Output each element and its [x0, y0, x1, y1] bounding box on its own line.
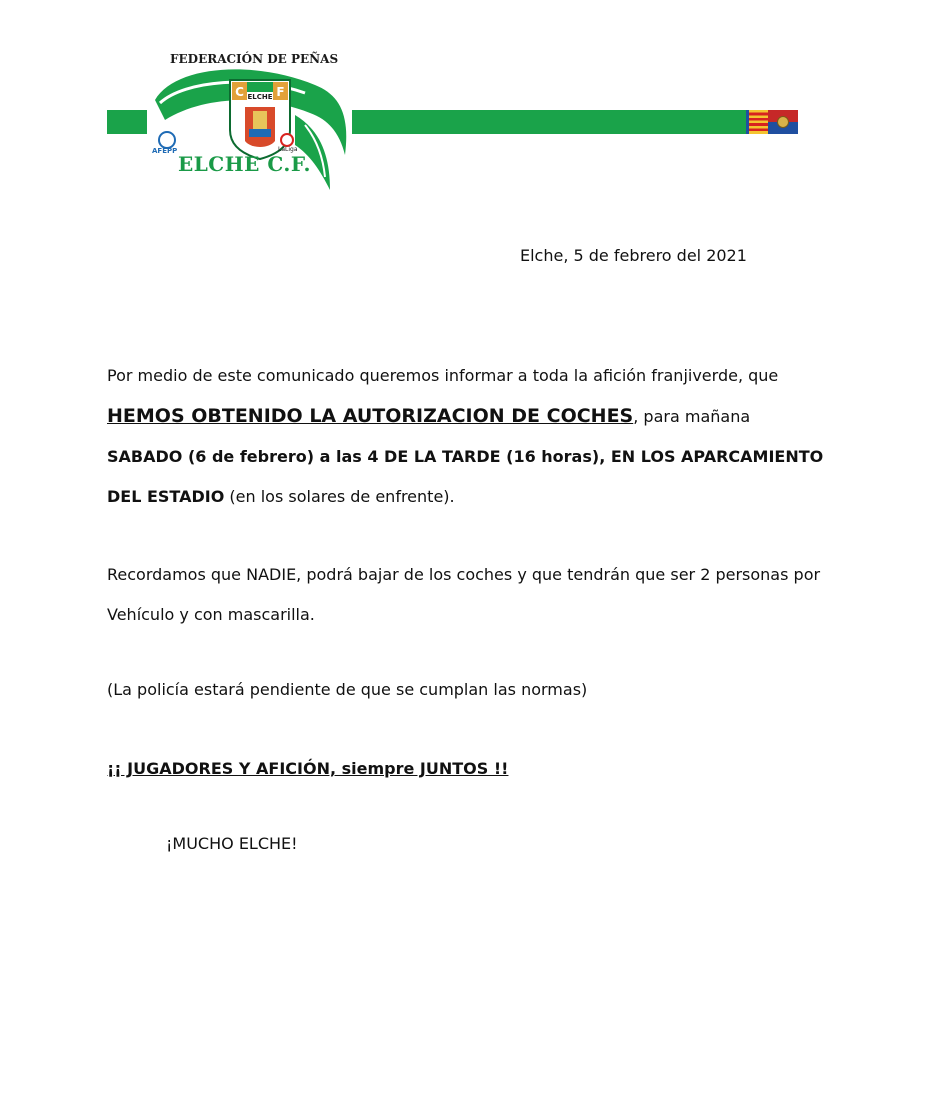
org-arc-title: FEDERACIÓN DE PEÑAS — [170, 52, 339, 66]
letterhead — [0, 0, 933, 210]
flags — [746, 110, 798, 134]
paragraph-rules: Recordamos que NADIE, podrá bajar de los coches y que tendrán que ser 2 personas por Vehículo y con mascarilla. — [107, 565, 821, 624]
paragraph-announcement — [107, 356, 827, 517]
laliga-badge-label: LaLiga — [278, 146, 298, 153]
crest-letter-c: C — [235, 85, 244, 99]
closing: ¡MUCHO ELCHE! — [166, 834, 298, 853]
afepp-badge-label: AFEPP — [152, 147, 178, 155]
headline-authorization: HEMOS OBTENIDO LA AUTORIZACION DE COCHES — [107, 405, 634, 427]
schedule-bold: SABADO (6 de febrero) a las 4 DE LA TARDE (16 horas), EN LOS APARCAMIENTO DEL ESTADIO — [107, 447, 824, 506]
org-name: ELCHE C.F. — [178, 152, 312, 176]
crest-text: ELCHE — [247, 93, 273, 101]
letter-date: Elche, 5 de febrero del 2021 — [520, 246, 747, 265]
green-band-left — [107, 110, 147, 134]
valencia-flag-icon — [746, 110, 768, 134]
slogan: ¡¡ JUGADORES Y AFICIÓN, siempre JUNTOS !! — [107, 759, 509, 778]
crest-letter-f: F — [276, 85, 285, 99]
mid-text: , para mañana — [633, 407, 751, 426]
green-band-right — [352, 110, 746, 134]
location-note: (en los solares de enfrente). — [224, 487, 455, 506]
paragraph-police: (La policía estará pendiente de que se cumplan las normas) — [107, 680, 588, 699]
elche-flag-icon — [768, 110, 798, 134]
intro-text: Por medio de este comunicado queremos informar a toda la afición franjiverde, que — [107, 366, 779, 385]
